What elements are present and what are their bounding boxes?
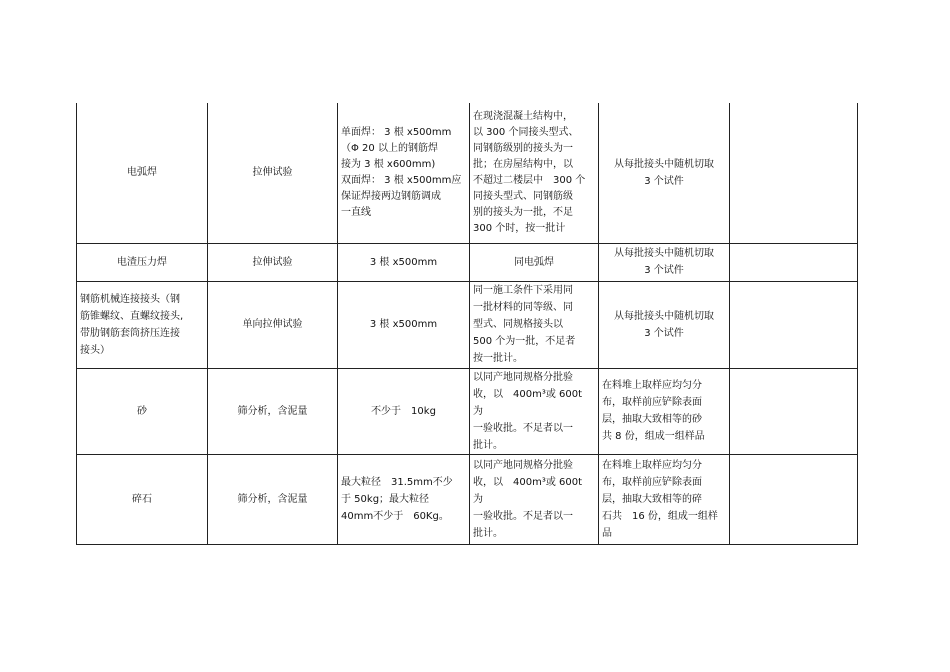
cell-batch-rule: 以同产地同规格分批验 收，以 400m³或 600t 为 一验收批。不足者以一 批计。 xyxy=(470,368,599,454)
cell-batch-rule: 同一施工条件下采用同 一批材料的同等级、同 型式、同规格接头以 500 个为一批，不足者 按一批计。 xyxy=(470,281,599,368)
cell-sampling-method: 从每批接头中随机切取 3 个试件 xyxy=(599,281,730,368)
cell-test-item: 筛分析，含泥量 xyxy=(208,454,338,544)
cell-sample-size: 最大粒径 31.5mm不少 于 50kg；最大粒径 40mm不少于 60Kg。 xyxy=(338,454,470,544)
cell-sample-size: 3 根 x500mm xyxy=(338,243,470,281)
cell-remark xyxy=(730,454,858,544)
cell-sampling-method: 从每批接头中随机切取 3 个试件 xyxy=(599,103,730,243)
cell-remark xyxy=(730,281,858,368)
table-row xyxy=(77,103,858,243)
cell-remark xyxy=(730,368,858,454)
cell-method: 碎石 xyxy=(77,454,208,544)
cell-sample-size: 单面焊： 3 根 x500mm （Φ 20 以上的钢筋焊 接为 3 根 x600mm) 双面焊： 3 根 x500mm应 保证焊接两边钢筋调成 一直线 xyxy=(338,103,470,243)
table-row xyxy=(77,243,858,281)
cell-method: 钢筋机械连接接头（钢 筋锥螺纹、直螺纹接头, 带肋钢筋套筒挤压连接 接头） xyxy=(77,281,208,368)
cell-method: 电弧焊 xyxy=(77,103,208,243)
cell-test-item: 拉伸试验 xyxy=(208,103,338,243)
cell-test-item: 拉伸试验 xyxy=(208,243,338,281)
cell-test-item: 筛分析，含泥量 xyxy=(208,368,338,454)
cell-remark xyxy=(730,103,858,243)
cell-batch-rule: 以同产地同规格分批验 收，以 400m³或 600t 为 一验收批。不足者以一 批计。 xyxy=(470,454,599,544)
cell-sampling-method: 在料堆上取样应均匀分 布，取样前应铲除表面 层，抽取大致相等的碎 石共 16 份，组成一组样 品 xyxy=(599,454,730,544)
cell-sample-size: 不少于 10kg xyxy=(338,368,470,454)
cell-sample-size: 3 根 x500mm xyxy=(338,281,470,368)
cell-batch-rule: 同电弧焊 xyxy=(470,243,599,281)
cell-remark xyxy=(730,243,858,281)
inspection-sampling-table xyxy=(76,103,858,545)
table-row xyxy=(77,281,858,368)
table-row xyxy=(77,454,858,544)
cell-test-item: 单向拉伸试验 xyxy=(208,281,338,368)
cell-method: 砂 xyxy=(77,368,208,454)
cell-method: 电渣压力焊 xyxy=(77,243,208,281)
cell-batch-rule: 在现浇混凝土结构中， 以 300 个同接头型式、 同钢筋级别的接头为一 批；在房屋结构中，以 不超过二楼层中 300 个 同接头型式、同钢筋级 别的接头为一批，不足 300 个时，按一批计 xyxy=(470,103,599,243)
cell-sampling-method: 在料堆上取样应均匀分 布，取样前应铲除表面 层，抽取大致相等的砂 共 8 份，组成一组样品 xyxy=(599,368,730,454)
cell-sampling-method: 从每批接头中随机切取 3 个试件 xyxy=(599,243,730,281)
table-row xyxy=(77,368,858,454)
